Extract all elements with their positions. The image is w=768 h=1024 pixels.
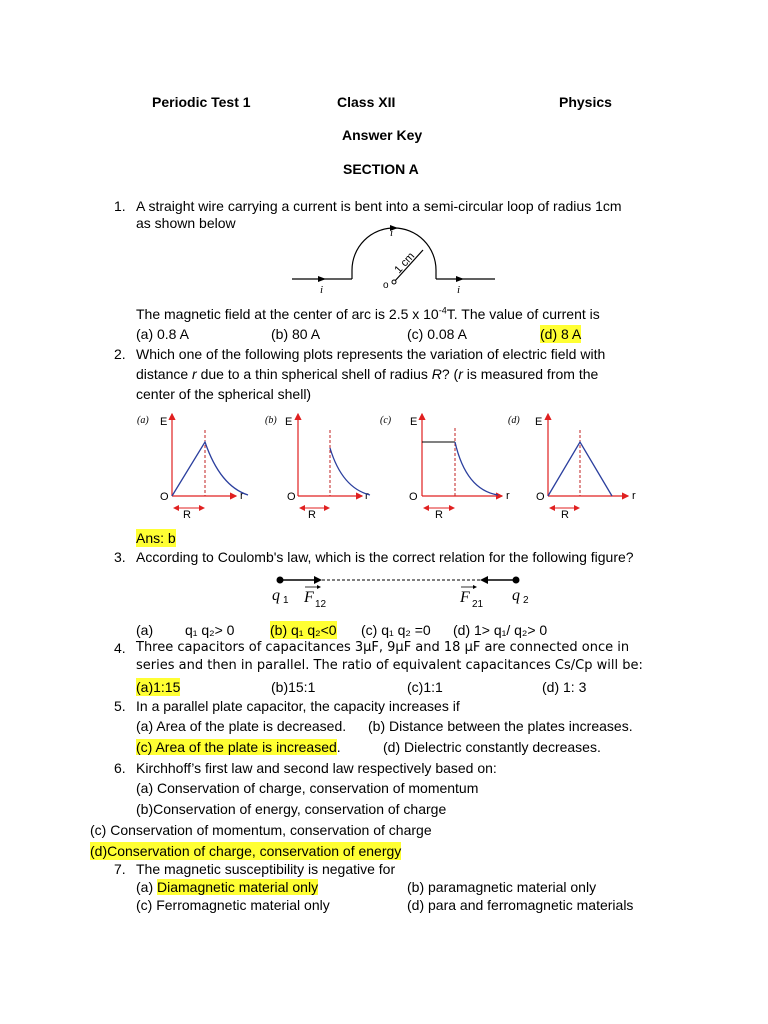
q3-coulomb-figure <box>262 570 542 612</box>
q1-option-c: (c) 0.08 A <box>407 326 467 342</box>
q2-plot-d-radius: R <box>561 509 569 521</box>
q7-option-b: (b) paramagnetic material only <box>407 879 597 895</box>
q1-fig-center: o <box>383 280 389 291</box>
q2-var-r2: r <box>458 366 463 382</box>
q2-plot-c-radius: R <box>435 509 443 521</box>
q1-line2: as shown below <box>136 215 236 231</box>
q2-plot-c-y-axis: E <box>410 416 418 428</box>
q2-plot-b-label: (b) <box>265 415 277 426</box>
q1-semicircle-figure <box>280 222 510 298</box>
q2-plot-b-radius: R <box>308 509 316 521</box>
q5-number: 5. <box>114 698 126 714</box>
q3-line1: According to Coulomb's law, which is the correct relation for the following figure? <box>136 549 634 565</box>
q3-fig-q1: q <box>272 587 280 604</box>
q6-option-a: (a) Conservation of charge, conservation of momentum <box>136 780 479 796</box>
q2-plot-c-origin: O <box>409 491 418 503</box>
q6-option-c: (c) Conservation of momentum, conservation of charge <box>90 822 432 838</box>
q5-option-c-period: . <box>336 739 341 755</box>
q3-fig-f12-sub: 12 <box>315 599 327 610</box>
q2-plot-a-label: (a) <box>137 415 149 426</box>
q4-line2: series and then in parallel. The ratio of equivalent capacitances Cs/Cp will be: <box>136 658 643 673</box>
q2-plot-b <box>265 414 370 521</box>
header-subject: Physics <box>559 94 612 110</box>
q3-number: 3. <box>114 549 126 565</box>
q1-stem-exponent: -4 <box>438 305 447 316</box>
q2-plot-b-origin: O <box>287 491 296 503</box>
q1-option-b: (b) 80 A <box>271 326 321 342</box>
q1-option-a: (a) 0.8 A <box>136 326 189 342</box>
q2-plot-a-origin: O <box>160 491 169 503</box>
q4-option-c: (c)1:1 <box>407 679 443 695</box>
q2-var-R: R <box>431 366 442 382</box>
q2-plot-a-y-axis: E <box>160 416 168 428</box>
q2-plot-d-label: (d) <box>508 415 520 426</box>
q4-option-a-answer: (a)1:15 <box>136 679 181 695</box>
q3-option-b-answer: (b) q₁ q₂<0 <box>270 622 337 638</box>
q2-plot-d-y-axis: E <box>535 416 543 428</box>
q1-stem-text-end: T. The value of current is <box>446 306 600 322</box>
q2-line3: center of the spherical shell) <box>136 386 312 402</box>
q2-line2-text-mid: due to a thin spherical shell of radius <box>196 366 432 382</box>
header-class: Class XII <box>337 94 396 110</box>
q2-line2 <box>136 365 598 383</box>
q3-option-a: q₁ q₂> 0 <box>185 622 235 638</box>
q4-option-b: (b)15:1 <box>271 679 316 695</box>
q2-line2-text-end: is measured from the <box>462 366 599 382</box>
q2-plot-c-x-axis: r <box>506 490 510 502</box>
q2-plot-c <box>380 414 510 521</box>
q3-fig-q2: q <box>512 587 520 604</box>
q2-number: 2. <box>114 346 126 362</box>
q4-number: 4. <box>114 640 126 656</box>
q1-fig-current-top: i <box>390 227 394 239</box>
q7-option-c: (c) Ferromagnetic material only <box>136 897 330 913</box>
q2-line2-text: distance <box>136 366 193 382</box>
q2-line1: Which one of the following plots represents the variation of electric field with <box>136 346 606 362</box>
q1-fig-current-right: i <box>457 284 461 296</box>
q3-fig-f21: F <box>460 589 470 606</box>
q1-option-d-answer: (d) 8 A <box>540 326 582 342</box>
q3-fig-q1-sub: 1 <box>283 595 289 606</box>
q1-fig-current-left: i <box>320 284 324 296</box>
q2-plot-d-origin: O <box>536 491 545 503</box>
q6-number: 6. <box>114 760 126 776</box>
q4-option-d: (d) 1: 3 <box>542 679 587 695</box>
q2-plot-b-y-axis: E <box>285 416 293 428</box>
q3-fig-f21-sub: 21 <box>472 599 484 610</box>
q3-fig-f12: F <box>304 589 314 606</box>
header-subtitle: Answer Key <box>342 127 423 143</box>
q7-option-a-label: (a) <box>136 879 157 895</box>
q6-line1: Kirchhoff’s first law and second law respectively based on: <box>136 760 497 776</box>
q5-option-b: (b) Distance between the plates increases. <box>368 718 633 734</box>
q2-plot-a-radius: R <box>183 509 191 521</box>
q1-line1: A straight wire carrying a current is bent into a semi-circular loop of radius 1cm <box>136 198 622 214</box>
q4-line1: Three capacitors of capacitances 3μF, 9μF and 18 μF are connected once in <box>136 640 630 655</box>
q5-option-c-answer: (c) Area of the plate is increased <box>136 739 337 755</box>
q7-option-a-row <box>136 878 318 896</box>
q5-option-a: (a) Area of the plate is decreased. <box>136 718 347 734</box>
q2-var-r: r <box>192 366 197 382</box>
q2-answer: Ans: b <box>136 530 176 546</box>
q2-plot-a-x-axis: r <box>240 490 244 502</box>
q7-number: 7. <box>114 861 126 877</box>
q2-plots <box>130 408 650 523</box>
q2-plot-a <box>137 414 248 521</box>
q3-option-a-label: (a) <box>136 622 154 638</box>
q6-option-d-answer: (d)Conservation of charge, conservation of energy <box>90 843 402 859</box>
q2-plot-b-x-axis: r <box>365 490 369 502</box>
q5-option-c-row <box>136 738 341 756</box>
q6-option-b: (b)Conservation of energy, conservation of charge <box>136 801 447 817</box>
q1-stem-text: The magnetic field at the center of arc is 2.5 x 10 <box>136 306 439 322</box>
q7-line1: The magnetic susceptibility is negative for <box>136 861 396 877</box>
q7-option-a-answer: Diamagnetic material only <box>157 879 319 895</box>
q2-plot-d <box>508 414 636 521</box>
q3-option-c: (c) q₁ q₂ =0 <box>361 622 431 638</box>
q3-fig-q2-sub: 2 <box>523 595 529 606</box>
q2-line2-text-paren: ? ( <box>441 366 459 382</box>
section-title: SECTION A <box>343 161 419 177</box>
q5-line1: In a parallel plate capacitor, the capacity increases if <box>136 698 460 714</box>
q1-stem <box>136 305 600 323</box>
q1-number: 1. <box>114 198 126 214</box>
q7-option-d: (d) para and ferromagnetic materials <box>407 897 634 913</box>
q1-fig-radius: 1 cm <box>392 250 418 277</box>
q5-option-d: (d) Dielectric constantly decreases. <box>383 739 601 755</box>
q2-plot-d-x-axis: r <box>632 490 636 502</box>
q2-plot-c-label: (c) <box>380 415 392 426</box>
q3-option-d: (d) 1> q₁/ q₂> 0 <box>453 622 548 638</box>
header-test: Periodic Test 1 <box>152 94 251 110</box>
